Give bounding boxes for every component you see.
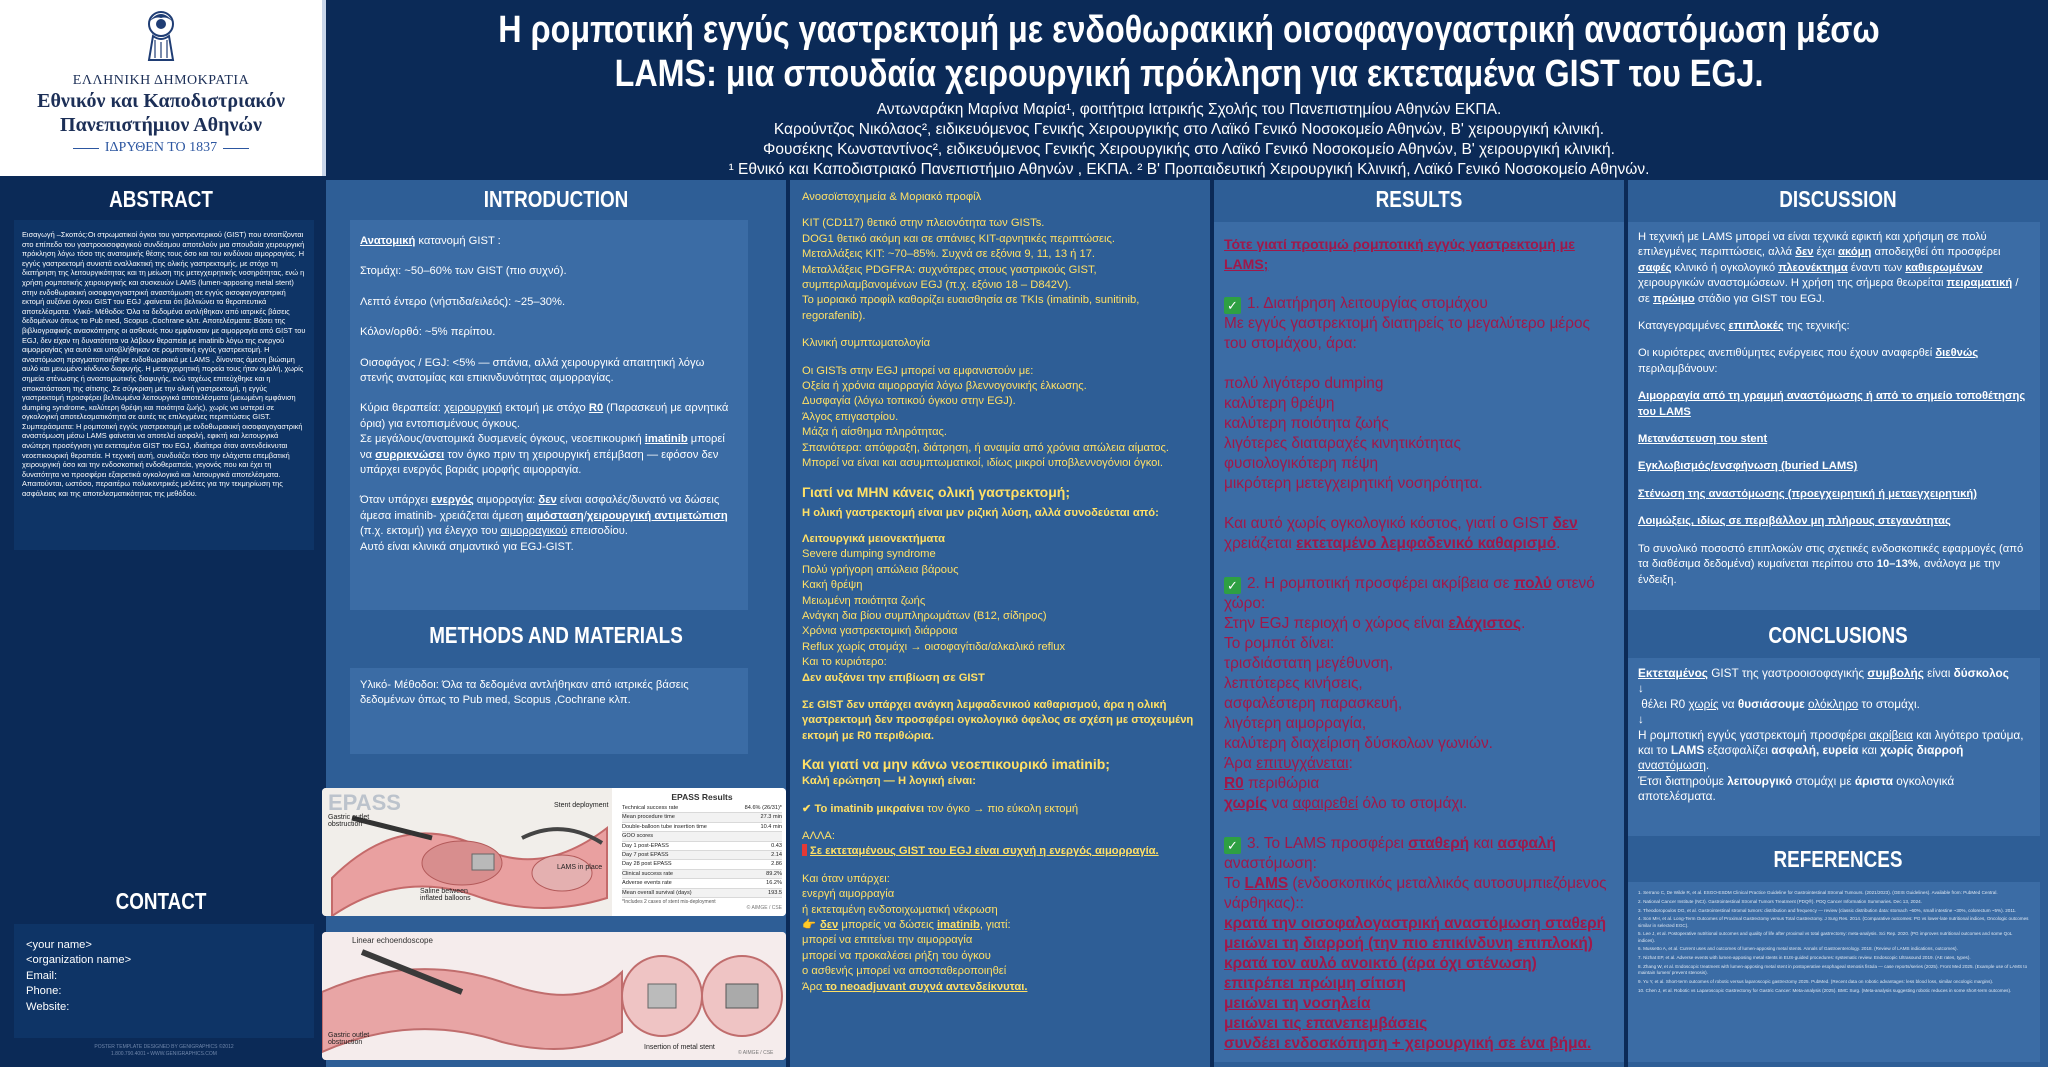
references-box: [1628, 882, 2040, 1062]
discussion-heading: DISCUSSION: [1779, 186, 1897, 212]
reference-item: 7. Nizhat EP, et al. Adverse events with lumen-apposing metal stents in EUS-guided procedures: systematic review. Endoscopic Ultrasound 2019. (AE rates, types).: [1638, 955, 1971, 961]
abstract-text: Εισαγωγή –Σκοπός:Οι στρωματικοί όγκοι του γαστρεντερικού (GIST) που εντοπίζονται στο επίπεδο του γαστροοισοφαγικού συνδέσμου αποτελούν μια σπουδαία χειρουργική πρόκληση λόγω τόσο της ανατομικής θέσης τους όσο και του κινδύνου αιμορραγίας. Η εγγύς γαστρεκτομή συνιστά εναλλακτική της ολικής γαστρεκτομής, με στόχο τη διατήρηση της λειτουργικότητας και τη μείωση της μετεγχειρητικής νοσηρότητας, ενώ η χρήση ρομποτικής χειρουργικής και συσκευών LAMS (lumen-apposing metal stent) στην ενδοθωρακική οισοφαγογαστρική αναστόμωση σε εγγύς οισοφαγογαστρική εκτομή αυξάνει όγκου GIST του EGJ ,φαίνεται ότι βελτιώνει τα θεραπευτικά αποτελέσματα. Υλικό- Μέθοδοι: Όλα τα δεδομένα αντλήθηκαν από ιατρικές βάσεις δεδομένων όπως το Pub med, Scopus ,Cochrane κλπ. Αποτελέσματα: Βάσει της βιβλιογραφικής ανασκόπησης οι ασθενείς που εμφάνισαν με αιμορραγία από GIST του EGJ, δεν είχαν τη δυνατότητα να λάβουν θεραπεία με imatinib λόγω της ενεργού αιμορραγίας για αυτό και υποβλήθηκαν σε ρομποτική εγγύς γαστρεκτομή. Η αναστόμωση πραγματοποιήθηκε ενδοθωρακικά με LAMS , δίνοντας άμεση βιώσιμη αυλό και μειωμένο κίνδυνο διαφυγής. Η μετεγχειρητική πορεία τους ήταν ομαλή, χωρίς σημεία στένωσης ή αναστομωτικής διαφυγής, ενώ ταχέως επιτεύχθηκε και η αποκατάσταση της σίτισης. Σε σύγκριση με την ολική γαστρεκτομή, η εγγύς γαστρεκτομή προσφέρει βελτιωμένα λειτουργικά αποτελέσματα (μειωμένη εμφάνιση dumping syndrome, καλύτερη θρέψη και ποιότητα ζωής), χωρίς να υστερεί σε ογκολογική αποτελεσματικότητα σε αυτές τις επιλεγμένες περιπτώσεις GIST. Συμπεράσματα: Η ρομποτική εγγύς γαστρεκτομή με ενδοθωρακική οισοφαγογαστρική αναστόμωση μέσω LAMS φαίνεται να αποτελεί ασφαλή, εφικτή και λειτουργικά ανώτερη προσέγγιση για εκτεταμένα GIST του EGJ, ιδιαίτερα όταν αντενδείκνυται νεοεπικουρική θεραπεία. Η τεχνική αυτή, συνδυάζει τόσο την ελάχιστα επεμβατική χειρουργική όσο και την ενδοσκοπική ενδοθεραπεία, γεγονός που και έχει τη δυνατότητα να προσφέρει εξαιρετικά ογκολογικά και λειτουργικά αποτελέσματα. Απαιτούνται, ωστόσο, περαιτέρω πολυκεντρικές μελέτες για την τεκμηρίωση της ασφάλειας και της αποτελεσματικότητας της μεθόδου.: [22, 230, 306, 499]
check-icon: ✓: [1224, 837, 1241, 854]
intro-p1: Ανατομική κατανομή GIST :: [360, 235, 501, 247]
epass-lams-label: LAMS in place: [557, 864, 603, 871]
discussion-p3: Οι κυριότερες ανεπιθύμητες ενέργειες που έχουν αναφερθεί διεθνώς περιλαμβάνουν:: [1638, 347, 1979, 375]
reference-item: 4. Son MH, et al. Long-Term Outcomes of Proximal Gastrectomy versus Total Gastrectomy. J Surg Res. 2014. (Comparative outcomes: PG vs lower-late nutritional indices, Oncologic outcomes similar in selected EGC).: [1638, 916, 2029, 928]
echo-credit: © AIMGE / CSE: [738, 1050, 774, 1056]
conclusion-line-1: Εκτεταμένος GIST της γαστροοισοφαγικής συμβολής είναι δύσκολος: [1638, 666, 2009, 680]
authors-block: [330, 100, 2048, 180]
epass-table-row: Day 1 post-EPASS 0.43: [622, 842, 782, 851]
intro-p3: Λεπτό έντερο (νήστιδα/ειλεός): ~25–30%.: [360, 295, 566, 308]
why-not-imatinib-sub: Καλή ερώτηση — Η λογική είναι:: [802, 775, 976, 788]
check-icon: ✓: [1224, 297, 1241, 314]
no-survival-gain: Δεν αυξάνει την επιβίωση σε GIST: [802, 671, 985, 684]
functional-heading: Λειτουργικά μειονεκτήματα: [802, 532, 945, 545]
conclusions-box: [1628, 658, 2040, 836]
methods-heading: METHODS AND MATERIALS: [429, 622, 683, 648]
epass-table-row: Day 28 post EPASS 2.86: [622, 860, 782, 869]
template-credit: POSTER TEMPLATE DESIGNED BY GENIGRAPHICS ©2012 1.800.790.4001 • WWW.GENIGRAPHICS.COM: [94, 1044, 234, 1057]
intro-p5: Οισοφάγος / EGJ: <5% — σπάνια, αλλά χειρουργικά απαιτητική λόγω στενής ανατομίας και επικινδυνότητας αιμορραγίας.: [360, 356, 705, 385]
neoadjuvant-conclusion: Άρα το neoadjuvant συχνά αντενδείκνυται.: [802, 980, 1028, 993]
author-line: Αντωναράκη Μαρίνα Μαρία¹, φοιτήτρια Ιατρικής Σχολής του Πανεπιστημίου Αθηνών ΕΚΠΑ.: [876, 101, 1502, 118]
introduction-box: [350, 220, 748, 610]
epass-table-row: Clinical success rate 89.2%: [622, 870, 782, 879]
cannot-give-imatinib: 👉 δεν μπορείς να δώσεις imatinib, γιατί:: [802, 919, 1011, 932]
result-2-heading: ✓ 2. Η ρομποτική προσφέρει ακρίβεια σε πολύ στενό χώρο:: [1224, 575, 1595, 612]
epass-table-row: Technical success rate 84.6% (26/31)*: [622, 804, 782, 813]
down-arrow-icon: ↓: [1638, 712, 1644, 727]
contact-box: [14, 924, 314, 1038]
echoendoscope-illustration: [322, 932, 786, 1060]
functional-list: Severe dumping syndrome Πολύ γρήγορη απώλεια βάρους Κακή θρέψη Μειωμένη ποιότητα ζωής Ανάγκη δια βίου συμπληρωμάτων (Β12, σίδηρος) Χρόνια γαστρεκτομική διάρροια Reflux χωρίς στομάχι → οισοφαγίτιδα/αλκαλικό reflux Και το κυριότερο:: [802, 548, 1066, 669]
methods-text: Υλικό- Μέθοδοι: Όλα τα δεδομένα αντλήθηκαν από ιατρικές βάσεις δεδομένων όπως το Pub med, Scopus ,Cochrane κλπ.: [360, 679, 689, 707]
down-arrow-icon: ↓: [1638, 681, 1644, 696]
result-3-lams: Το LAMS (ενδοσκοπικός μεταλλικός αυτοσυμπιεζόμενος νάρθηκας)::: [1224, 875, 1607, 912]
epass-table-row: Adverse events rate 16.2%: [622, 879, 782, 888]
reference-item: 2. National Cancer Institute (NCI). Gastrointestinal Stromal Tumors Treatment (PDQ®). PDQ Cancer Information Summaries. Dec 13, 2024.: [1638, 898, 1922, 904]
contact-email: Email:: [26, 969, 58, 982]
result-1-oncology: Και αυτό χωρίς ογκολογικό κόστος, γιατί ο GIST δεν χρειάζεται εκτεταμένο λεμφαδενικό καθαρισμό.: [1224, 515, 1578, 552]
contact-website: Website:: [26, 1000, 70, 1013]
logo-university-line1: Εθνικόν και Καποδιστριακόν: [37, 90, 285, 112]
epass-saline-label: Saline between inflated balloons: [420, 888, 471, 902]
poster-title: Η ρομποτική εγγύς γαστρεκτομή με ενδοθωρακική οισοφαγογαστρική αναστόμωση μέσω LAMS: μια σπουδαία χειρουργική πρόκληση για εκτεταμένα GIST του EGJ.: [498, 9, 1880, 95]
epass-table-row: GOO scores: [622, 832, 782, 841]
why-not-total-heading: Γιατί να ΜΗΝ κάνεις ολική γαστρεκτομή;: [802, 483, 1070, 500]
results-box: [1214, 222, 1624, 1062]
conclusion-line-3: Η ρομποτική εγγύς γαστρεκτομή προσφέρει ακρίβεια και λιγότερο τραύμα, και το LAMS εξασφαλίζει ασφαλή, ευρεία και χωρίς διαρροή αναστόμωση.: [1638, 727, 2024, 773]
epass-table-row: Double-balloon tube insertion time 10.4 min: [622, 823, 782, 832]
affiliations-line: ¹ Εθνικό και Καποδιστριακό Πανεπιστήμιο Αθηνών , ΕΚΠΑ. ² Β' Προπαιδευτική Χειρουργική Κλινική, Λαϊκό Γενικό Νοσοκομείο Αθηνών.: [728, 161, 1650, 178]
epass-table-row: Mean procedure time 27.3 min: [622, 813, 782, 822]
contact-organization: <organization name>: [26, 954, 132, 967]
intro-p8: Όταν υπάρχει ενεργός αιμορραγία: δεν είναι ασφαλές/δυνατό να δώσεις άμεσα imatinib- χρειάζεται άμεση αιμόσταση/χειρουργική αντιμετώπιση (π.χ. εκτομή) για έλεγχο του αιμορραγικού επεισοδίου.: [360, 494, 728, 538]
reasons-list: μπορεί να επιτείνει την αιμορραγία μπορεί να προκαλέσει ρήξη του όγκου ο ασθενής μπορεί να αποσταθεροποιηθεί: [802, 934, 1007, 978]
bleeding-warning: Σε εκτεταμένους GIST του EGJ είναι συχνή η ενεργός αιμορραγία.: [802, 844, 1198, 859]
middle-content: [798, 186, 1202, 999]
echo-label-3: Insertion of metal stent: [644, 1044, 715, 1051]
epass-results-table: EPASS Results Technical success rate 84.6% (26/31)* Mean procedure time 27.3 min Double-balloon tube insertion time 10.4 min GOO scores Day 1 post-EPASS 0.43 Day 7 post EPASS 2.14 Day 28 post EPASS 2.86 Clinical success rate 89.2% Adverse events rate 16.2% Mean overall survival (days) 193.5 *Includes 2 cases of stent mis-deployment © AIMGE / CSE: [622, 792, 782, 912]
result-2-space: Στην EGJ περιοχή ο χώρος είναι ελάχιστος.: [1224, 615, 1526, 632]
epass-table-row: Day 7 post EPASS 2.14: [622, 851, 782, 860]
ihc-heading: Ανοσοϊστοχημεία & Μοριακό προφίλ: [802, 191, 982, 203]
university-logo: [0, 0, 326, 176]
results-heading: RESULTS: [1375, 186, 1463, 212]
reference-item: 8. Zhang W, et al. Endoscopic treatment with lumen-apposing metal stent in postoperative esophageal stenosis fistula — case reports/series (2025). Front Med 2025. (Example use of LAMS to maintain lumen/ prevent stenosis).: [1638, 963, 2028, 976]
logo-university-line2: Πανεπιστήμιον Αθηνών: [60, 114, 262, 136]
result-3-list: κρατά την οισοφαλογαστρική αναστόμωση σταθερή μειώνει τη διαρροή (την πιο επικίνδυνη επιπλοκή) κρατά τον αυλό ανοικτό (άρα όχι στένωση) επιτρέπει πρώιμη σίτιση μειώνει τη νοσηλεία μειώνει τις επανεπεμβάσεις συνδέει ενδοσκόπηση + χειρουργική σε ένα βήμα.: [1224, 915, 1607, 1052]
epass-table-row: Mean overall survival (days) 193.5: [622, 889, 782, 898]
result-3-heading: ✓ 3. Το LAMS προσφέρει σταθερή και ασφαλή αναστόμωση:: [1224, 835, 1556, 872]
check-icon: ✓: [1224, 577, 1241, 594]
references-list: [1638, 890, 2030, 994]
introduction-heading: INTRODUCTION: [483, 186, 629, 212]
reference-item: 5. Lee J, et al. Postoperative nutritional outcomes and quality of life after proximal vs total gastrectomy: meta-analysis. Sci Rep. 2020. (PG improves nutritional outcomes and some QoL indices).: [1638, 931, 2013, 943]
result-1-list: πολύ λιγότερο dumping καλύτερη θρέψη καλύτερη ποιότητα ζωής λιγότερες διαταραχές κινητικότητας φυσιολογικότερη πέψη μικρότερη μετεγχειρητική νοσηρότητα.: [1224, 375, 1483, 492]
result-1-heading: ✓ 1. Διατήρηση λειτουργίας στομάχου: [1224, 294, 1614, 314]
methods-box: [350, 668, 748, 754]
logo-founded: ΙΔΡΥΘΕΝ ΤΟ 1837: [0, 140, 322, 156]
reference-item: 1. Serrano C, De Wilde R, et al. ESGO-ESDM Clinical Practice Guideline for Gastrointestinal Stromal Tumours. (2021/2023). (GEIS Guidelines). Available from: PubMed Central.: [1638, 890, 1998, 895]
result-1-intro: Με εγγύς γαστρεκτομή διατηρείς το μεγαλύτερο μέρος του στομάχου, άρα:: [1224, 315, 1590, 352]
why-not-imatinib-heading: Και γιατί να μην κάνω νεοεπικουρικό imatinib;: [802, 756, 1110, 773]
discussion-box: [1628, 222, 2040, 610]
no-lymph-node-note: Σε GIST δεν υπάρχει ανάγκη λεμφαδενικού καθαρισμού, άρα η ολική γαστρεκτομή δεν προσφέρει ογκολογικό όφελος σε σχέση με στοχευμένη εκτομή με R0 περιθώρια.: [802, 698, 1194, 742]
contact-name: <your name>: [26, 939, 92, 951]
intro-p9: Αυτό είναι κλινικά σημαντικό για EGJ-GIST.: [360, 540, 574, 553]
conclusion-line-2: θέλει R0 χωρίς να θυσιάσουμε ολόκληρο το στομάχι.: [1641, 696, 1920, 711]
echo-label-1: Linear echoendoscope: [352, 936, 433, 945]
result-2-therefore: Άρα επιτυγχάνεται:: [1224, 755, 1353, 772]
contact-phone: Phone:: [26, 985, 62, 998]
exclamation-icon: [802, 844, 807, 856]
logo-country: ΕΛΛΗΝΙΚΗ ΔΗΜΟΚΡΑΤΙΑ: [72, 73, 250, 88]
when-list: Και όταν υπάρχει: ενεργή αιμορραγία ή εκτεταμένη ενδοτοιχωματική νέκρωση: [802, 872, 998, 916]
poster-header: [330, 0, 2048, 176]
result-2-list: τρισδιάστατη μεγέθυνση, λεπτότερες κινήσεις, ασφαλέστερη παρασκευή, λιγότερη αιμορραγία, καλύτερη διαχείριση δύσκολων γωνιών.: [1224, 655, 1493, 752]
discussion-p2: Καταγεγραμμένες επιπλοκές της τεχνικής:: [1638, 320, 1850, 333]
intro-p2: Στομάχι: ~50–60% των GIST (πιο συχνό).: [360, 265, 567, 278]
epass-figure: [322, 788, 786, 916]
athena-emblem-icon: [133, 6, 189, 64]
contact-heading: CONTACT: [115, 888, 207, 914]
result-2-robot-gives: Το ρομπότ δίνει:: [1224, 635, 1335, 652]
author-line: Καρούντζος Νικόλαος², ειδικευόμενος Γενικής Χειρουργικής στο Λαϊκό Γενικό Νοσοκομείο Αθηνών, Β' χειρουργική κλινική.: [773, 121, 1605, 138]
epass-label: EPASS: [328, 790, 401, 815]
ihc-list: KIT (CD117) θετικό στην πλειονότητα των GISTs. DOG1 θετικό ακόμη και σε σπάνιες KIT-αρνητικές περιπτώσεις. Μεταλλάξεις KIT: ~70–85%. Συχνά σε εξόνια 9, 11, 13 ή 17. Μεταλλάξεις PDGFRA: συχνότερες στους γαστρικούς GIST, συμπεριλαμβανομένων EGJ (π.χ. εξόνιο 18 – D842V). Το μοριακό προφίλ καθορίζει ευαισθησία σε TKIs (imatinib, sunitinib, regorafenib).: [802, 217, 1140, 322]
complication-item: Στένωση της αναστόμωσης (προεγχειρητική ή μεταεγχειρητική): [1638, 487, 1977, 500]
epass-stent-label: Stent deployment: [554, 802, 609, 809]
clinical-heading: Κλινική συμπτωματολογία: [802, 337, 931, 350]
discussion-p1: Η τεχνική με LAMS μπορεί να είναι τεχνικά εφικτή και χρήσιμη σε πολύ επιλεγμένες περιπτώσεις, αλλά δεν έχει ακόμη αποδειχθεί ότι προσφέρει σαφές κλινικό ή ογκολογικό πλεονέκτημα έναντι των καθιερωμένων χειρουργικών αναστομώσεων. Η χρήση της σήμερα θεωρείται πειραματική / σε πρώιμο στάδιο για GIST του EGJ.: [1638, 231, 2019, 305]
complication-item: Αιμορραγία από τη γραμμή αναστόμωσης ή από το σημείο τοποθέτησης του LAMS: [1638, 390, 2026, 418]
abstract-box: [14, 220, 314, 550]
clinical-list: Οι GISTs στην EGJ μπορεί να εμφανιστούν με: Οξεία ή χρόνια αιμορραγία λόγω βλεννογονικής έλκωσης. Δυσφαγία (λόγω τοπικού όγκου στην EGJ). Άλγος επιγαστρίου. Μάζα ή αίσθημα πληρότητας. Σπανιότερα: απόφραξη, διάτρηση, ή αναιμία από χρόνια απώλεια αίματος. Μπορεί να είναι και ασυμπτωματικοί, ιδίως μικροί υποβλεννογόνιοι όγκοι.: [802, 364, 1170, 470]
complication-item: Εγκλωβισμός/ενσφήνωση (buried LAMS): [1638, 460, 1858, 473]
reference-item: 6. Mussetto A, et al. Current uses and outcomes of lumen-apposing metal stents. Annals of Gastroenterology. 2018. (Review of LAMS indications, outcomes).: [1638, 946, 1958, 952]
conclusions-heading: CONCLUSIONS: [1768, 622, 1908, 648]
results-question: Τότε γιατί προτιμώ ρομποτική εγγύς γαστρεκτομή με LAMS;: [1224, 236, 1575, 272]
imatinib-shrinks: ✔ Το imatinib μικραίνει τον όγκο → πιο εύκολη εκτομή: [802, 802, 1079, 815]
intro-p6: Κύρια θεραπεία: χειρουργική εκτομή με στόχο R0 (Παρασκευή με αρνητικά όρια) για εντοπισμένους όγκους.: [360, 402, 729, 430]
intro-p7: Σε μεγάλους/ανατομικά δυσμενείς όγκους, νεοεπικουρική imatinib μπορεί να συρρικνώσει τον όγκο πριν τη χειρουργική επέμβαση — εφόσον δεν υπάρχει ενεργός βαριάς μορφής αιμορραγία.: [360, 433, 725, 477]
epass-gastric-label: Gastric outlet obstruction: [328, 814, 370, 828]
reference-item: 3. Theodoropoulos DG, et al. Gastrointestinal stromal tumors: distribution and frequency — review (classic distribution data: stomach ~60%, small intestine ~30%, colorectum ~5%). 2011.: [1638, 907, 2017, 913]
why-not-total-sub: Η ολική γαστρεκτομή είναι μεν ριζική λύση, αλλά συνοδεύεται από:: [802, 506, 1159, 519]
conclusion-line-4: Έτσι διατηρούμε λειτουργικό στομάχι με άριστα ογκολογικά αποτελέσματα.: [1638, 773, 1955, 804]
complication-item: Μετανάστευση του stent: [1638, 433, 1768, 446]
result-2-r0: R0 περιθώρια: [1224, 775, 1320, 792]
echoendoscope-figure: [322, 932, 786, 1060]
but-label: ΑΛΛΑ:: [802, 830, 835, 842]
intro-p4: Κόλον/ορθό: ~5% περίπου.: [360, 326, 496, 339]
result-2-without: χωρίς να αφαιρεθεί όλο το στομάχι.: [1224, 795, 1468, 812]
author-line: Φουσέκης Κωνσταντίνος², ειδικευόμενος Γενικής Χειρουργικής στο Λαϊκό Γενικό Νοσοκομείο Αθηνών, Β' χειρουργική κλινική.: [763, 141, 1615, 158]
references-heading: REFERENCES: [1773, 846, 1903, 872]
complication-item: Λοιμώξεις, ιδίως σε περιβάλλον μη πλήρους στεγανότητας: [1638, 515, 1951, 528]
echo-label-2: Gastric outlet obstruction: [328, 1032, 370, 1046]
hand-pointer-icon: 👉: [802, 919, 816, 932]
discussion-p4: Το συνολικό ποσοστό επιπλοκών στις σχετικές ενδοσκοπικές εφαρμογές (από τα διαθέσιμα δεδομένα) κυμαίνεται περίπου στο 10–13%, ανάλογα με την ένδειξη.: [1638, 542, 2024, 586]
reference-item: 9. Yu Y, et al. Short-term outcomes of robotic versus laparoscopic gastrectomy 2025. PubMed. (Recent data on robotic advantages: less blood loss, similar oncologic margins).: [1638, 978, 1994, 984]
reference-item: 10. Chen J, et al. Robotic vs Laparoscopic Gastrectomy for Gastric Cancer: Meta-analysis (2025). BMC Surg. (Meta-analysis suggesting robotic reduces in some short-term outcomes).: [1638, 987, 2012, 993]
abstract-heading: ABSTRACT: [109, 186, 213, 212]
